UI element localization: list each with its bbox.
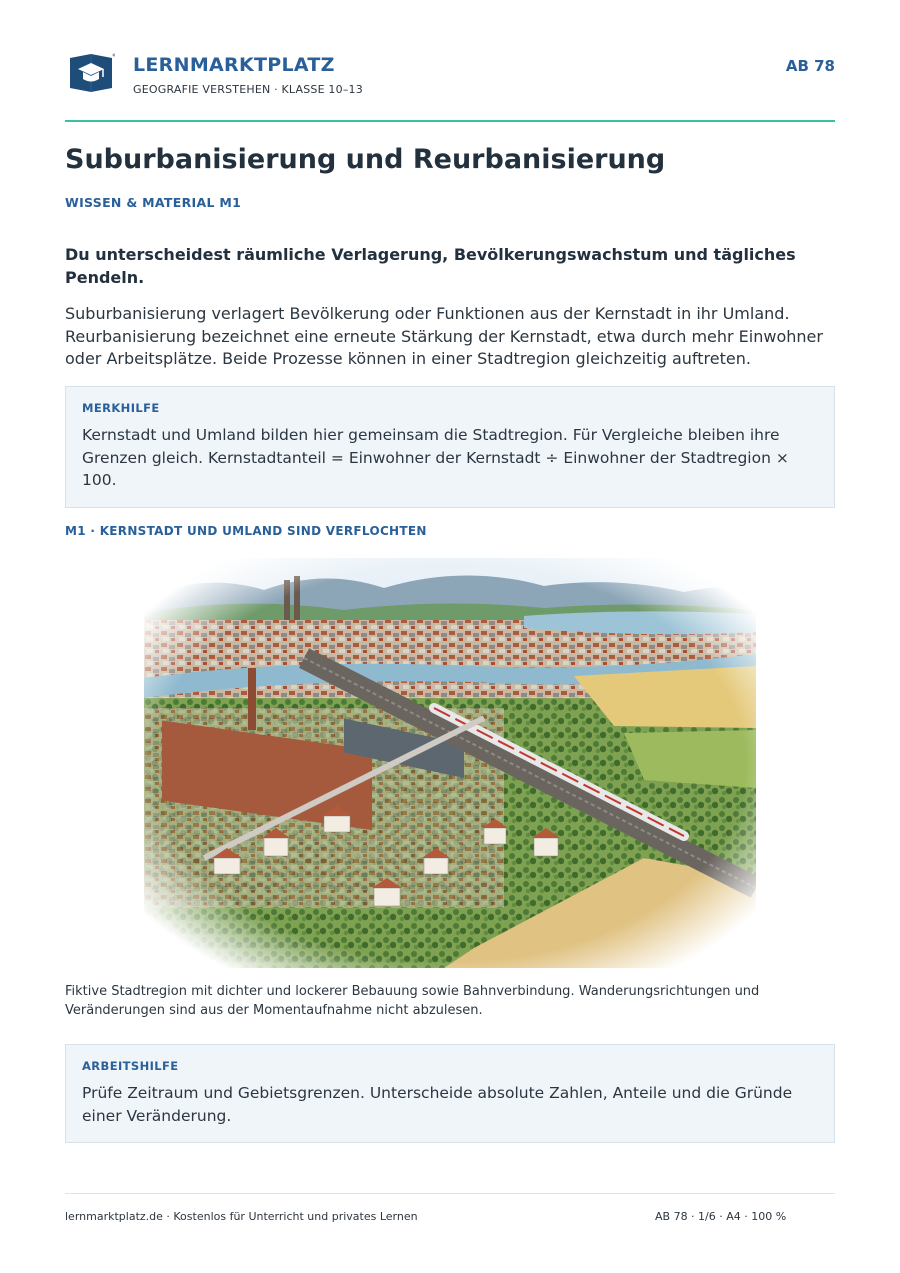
sheet-number: AB 78 bbox=[785, 57, 835, 75]
arbeitshilfe-box bbox=[65, 1044, 835, 1143]
page-header bbox=[65, 50, 835, 102]
arbeitshilfe-text: Prüfe Zeitraum und Gebietsgrenzen. Unterscheide absolute Zahlen, Anteile und die Gründe einer Veränderung. bbox=[82, 1084, 793, 1125]
intro-paragraph: Suburbanisierung verlagert Bevölkerung oder Funktionen aus der Kernstadt in ihr Umland. Reurbanisierung bezeichnet eine erneute Stärkung der Kernstadt, etwa durch mehr Einwohner oder Arbeitsplätze. Beide Prozesse können in einer Stadtregion gleichzeitig auftreten. bbox=[65, 304, 823, 368]
material-label: M1 · KERNSTADT UND UMLAND SIND VERFLOCHTEN bbox=[65, 524, 427, 538]
footer-source: lernmarktplatz.de · Kostenlos für Unterricht und privates Lernen bbox=[65, 1210, 418, 1223]
footer-page-info: AB 78 · 1/6 · A4 · 100 % bbox=[655, 1210, 787, 1223]
merkhilfe-box bbox=[65, 386, 835, 508]
figure-caption: Fiktive Stadtregion mit dichter und lockerer Bebauung sowie Bahnverbindung. Wanderungsrichtungen und Veränderungen sind aus der Momentaufnahme nicht abzulesen. bbox=[65, 984, 760, 1018]
merkhilfe-label: MERKHILFE bbox=[82, 401, 160, 415]
merkhilfe-text: Kernstadt und Umland bilden hier gemeinsam die Stadtregion. Für Vergleiche bleiben ihre Grenzen gleich. Kernstadtanteil = Einwohner der Kernstadt ÷ Einwohner der Stadtregion × 100. bbox=[82, 426, 789, 489]
arbeitshilfe-label: ARBEITSHILFE bbox=[82, 1059, 179, 1073]
graduation-cap-icon bbox=[67, 52, 115, 94]
section-kicker: WISSEN & MATERIAL M1 bbox=[65, 195, 242, 210]
footer-divider bbox=[65, 1193, 835, 1194]
brand-name: LERNMARKTPLATZ bbox=[133, 54, 335, 76]
page-title: Suburbanisierung und Reurbanisierung bbox=[65, 144, 666, 175]
header-divider bbox=[65, 120, 835, 122]
city-region-illustration bbox=[144, 558, 756, 968]
learning-goal: Du unterscheidest räumliche Verlagerung, Bevölkerungswachstum und tägliches Pendeln. bbox=[65, 245, 796, 287]
brand-subtitle: GEOGRAFIE VERSTEHEN · KLASSE 10–13 bbox=[133, 83, 363, 96]
